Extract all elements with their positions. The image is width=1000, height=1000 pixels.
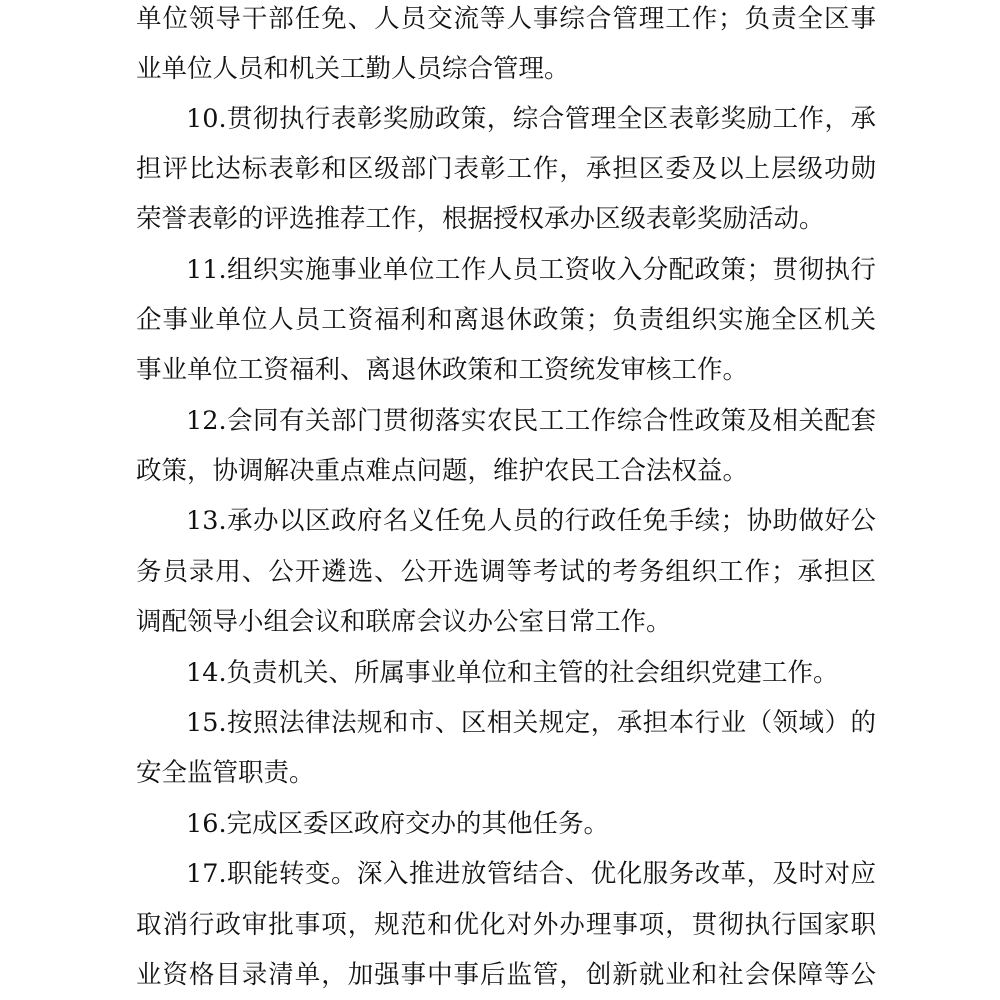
text-line: 荣誉表彰的评选推荐工作，根据授权承办区级表彰奖励活动。 [136, 204, 825, 234]
text-line: 15.按照法律法规和市、区相关规定，承担本行业（领域）的 [186, 708, 876, 738]
text-line: 安全监管职责。 [136, 758, 315, 788]
text-line: 14.负责机关、所属事业单位和主管的社会组织党建工作。 [186, 658, 839, 688]
text-line: 企事业单位人员工资福利和离退休政策；负责组织实施全区机关 [136, 305, 876, 335]
text-line: 事业单位工资福利、离退休政策和工资统发审核工作。 [136, 355, 749, 385]
text-line: 务员录用、公开遴选、公开选调等考试的考务组织工作；承担区 [136, 557, 876, 587]
text-line: 16.完成区委区政府交办的其他任务。 [186, 809, 610, 839]
text-line: 10.贯彻执行表彰奖励政策，综合管理全区表彰奖励工作，承 [186, 104, 876, 134]
text-line: 17.职能转变。深入推进放管结合、优化服务改革，及时对应 [186, 859, 876, 889]
text-line: 业单位人员和机关工勤人员综合管理。 [136, 54, 570, 84]
text-line: 13.承办以区政府名义任免人员的行政任免手续；协助做好公 [186, 506, 876, 536]
text-line: 12.会同有关部门贯彻落实农民工工作综合性政策及相关配套 [186, 406, 876, 436]
text-line: 业资格目录清单，加强事中事后监管，创新就业和社会保障等公 [136, 960, 876, 990]
text-line: 单位领导干部任免、人员交流等人事综合管理工作；负责全区事 [136, 4, 876, 34]
text-line: 担评比达标表彰和区级部门表彰工作，承担区委及以上层级功勋 [136, 154, 876, 184]
text-line: 调配领导小组会议和联席会议办公室日常工作。 [136, 607, 672, 637]
text-line: 取消行政审批事项，规范和优化对外办理事项，贯彻执行国家职 [136, 910, 876, 940]
text-line: 政策，协调解决重点难点问题，维护农民工合法权益。 [136, 456, 749, 486]
text-line: 11.组织实施事业单位工作人员工资收入分配政策；贯彻执行 [186, 255, 876, 285]
